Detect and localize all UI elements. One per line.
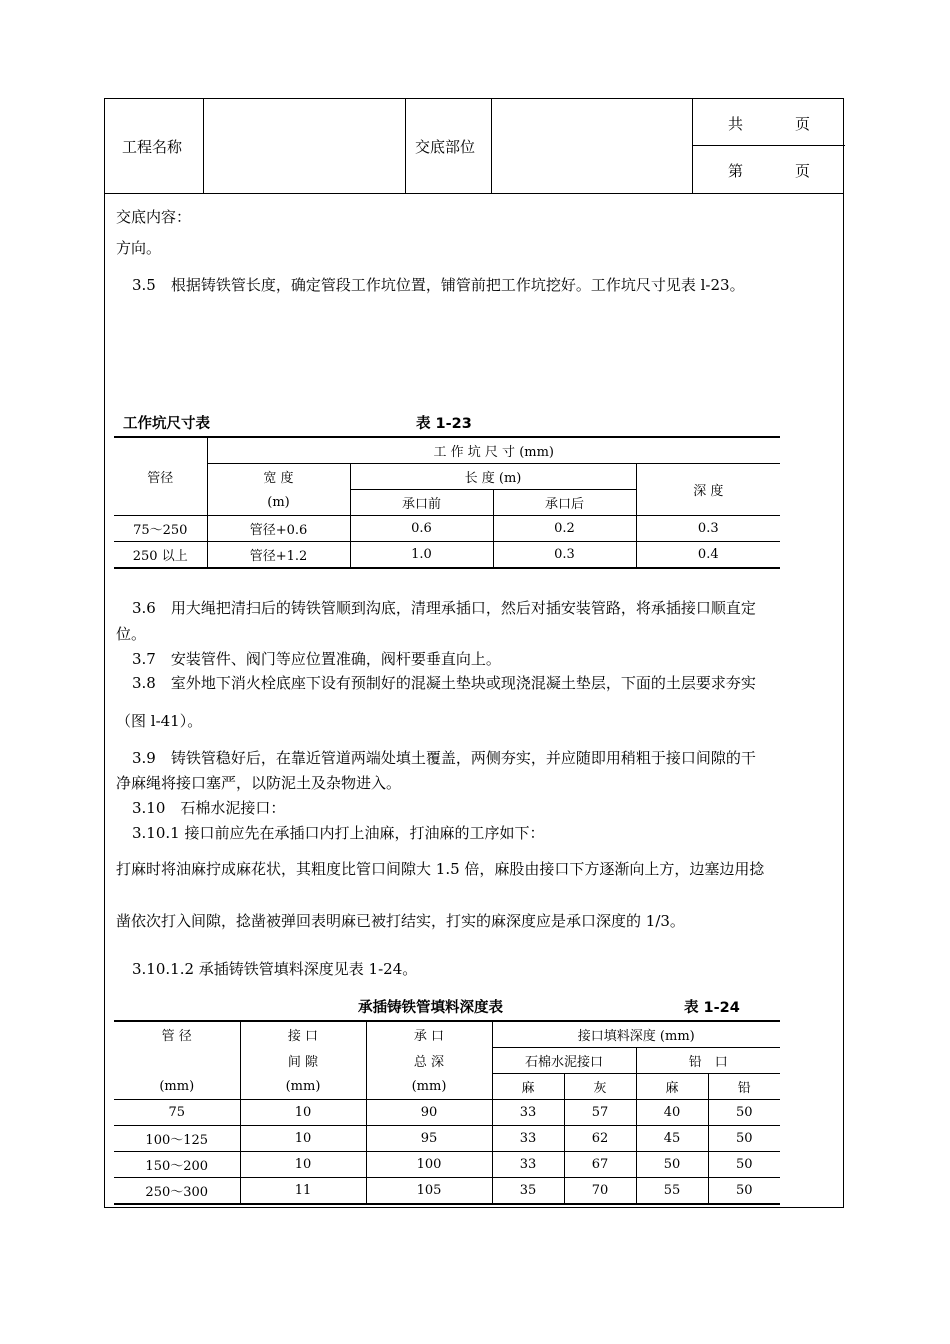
table1-header-after: 承口后 [493,490,636,516]
paragraph: 3.9 铸铁管稳好后，在靠近管道两端处填土覆盖，两侧夯实，并应随即用稍粗于接口间隙的干 [132,749,756,767]
table-cell: 1.0 [350,542,493,569]
table2-header-gap: 接 口 [240,1021,366,1048]
page-number-label: 第 [728,162,744,180]
table2-header-socket: 承 口 [366,1021,492,1048]
table1-header-width-unit: (m) [207,490,350,516]
paragraph: 位。 [116,625,147,643]
paragraph: 3.7 安装管件、阀门等应位置准确，阀杆要垂直向上。 [132,650,501,668]
table2-header-lead: 铅 口 [636,1048,780,1074]
table2-number: 表 1-24 [684,1000,740,1016]
table-cell: 55 [636,1178,708,1205]
paragraph: 净麻绳将接口塞严，以防泥土及杂物进入。 [116,774,402,792]
filling-depth-table [114,1020,780,1205]
table-cell: 0.4 [636,542,780,569]
table-cell: 0.2 [493,516,636,542]
table-row [114,1178,780,1205]
paragraph: 打麻时将油麻拧成麻花状，其粗度比管口间隙大 1.5 倍，麻股由接口下方逐渐向上方，边塞边用捻 [116,860,765,878]
location-label: 交底部位 [415,138,476,156]
table-row [114,542,780,569]
table-cell: 50 [708,1100,780,1126]
table2-header-asbestos: 石棉水泥接口 [492,1048,636,1074]
table1-number: 表 1-23 [416,416,472,432]
total-pages-unit: 页 [795,115,811,133]
table-cell: 62 [564,1126,636,1152]
table-cell: 45 [636,1126,708,1152]
table-cell: 150～200 [114,1152,240,1178]
table-cell: 0.6 [350,516,493,542]
table-cell: 33 [492,1126,564,1152]
table2-header-pipe: 管 径 [161,1029,192,1045]
table-cell: 250 以上 [114,542,207,569]
intro-label: 交底内容： [116,208,192,226]
table-cell: 70 [564,1178,636,1205]
table1-title: 工作坑尺寸表 [123,416,210,432]
table1-header-before: 承口前 [350,490,493,516]
table-row [114,1100,780,1126]
divider [692,99,693,193]
table-row [114,1152,780,1178]
table-row [114,516,780,542]
paragraph: 3.8 室外地下消火栓底座下设有预制好的混凝土垫块或现浇混凝土垫层，下面的土层要求夯实 [132,674,756,692]
table-cell: 100 [366,1152,492,1178]
table-cell: 33 [492,1152,564,1178]
table-cell: 10 [240,1152,366,1178]
paragraph: 3.10 石棉水泥接口： [132,799,286,817]
table-cell: 33 [492,1100,564,1126]
table-cell: 57 [564,1100,636,1126]
table2-header-gap-2: 间 隙 [240,1048,366,1074]
divider [203,99,204,193]
table2-header-fill: 接口填料深度 (mm) [492,1021,780,1048]
table-cell: 50 [636,1152,708,1178]
table-cell: 0.3 [493,542,636,569]
table-cell: 11 [240,1178,366,1205]
table1-header-depth: 深 度 [636,464,780,516]
table-cell: 50 [708,1126,780,1152]
table1-header-length: 长 度 (m) [350,464,636,490]
table2-header-socket-unit: (mm) [366,1074,492,1100]
paragraph: （图 l-41）。 [116,712,203,730]
table-cell: 40 [636,1100,708,1126]
paragraph: 3.10.1.2 承插铸铁管填料深度见表 1-24。 [132,960,418,978]
table-cell: 管径+0.6 [207,516,350,542]
divider [692,145,845,146]
table-cell: 75～250 [114,516,207,542]
table-cell: 35 [492,1178,564,1205]
table-cell: 50 [708,1178,780,1205]
table-cell: 75 [114,1100,240,1126]
table-cell: 90 [366,1100,492,1126]
work-pit-size-table [114,436,780,569]
table1-header-width: 宽 度 [207,464,350,490]
paragraph: 方向。 [116,239,162,257]
table2-header-hemp: 麻 [492,1074,564,1100]
table-cell: 100～125 [114,1126,240,1152]
page-number-unit: 页 [795,162,811,180]
divider [405,99,406,193]
paragraph: 凿依次打入间隙，捻凿被弹回表明麻已被打结实，打实的麻深度应是承口深度的 1/3。 [116,912,685,930]
table2-header-hemp-2: 麻 [636,1074,708,1100]
table-cell: 10 [240,1100,366,1126]
table1-header-pipe: 管径 [114,437,207,516]
table2-title: 承插铸铁管填料深度表 [358,1000,503,1016]
table-cell: 105 [366,1178,492,1205]
table-cell: 50 [708,1152,780,1178]
paragraph: 3.6 用大绳把清扫后的铸铁管顺到沟底，清理承插口，然后对插安装管路，将承插接口顺直定 [132,599,756,617]
divider [491,99,492,193]
table2-header-pipe-unit: (mm) [114,1074,240,1100]
table1-header-group: 工 作 坑 尺 寸 (mm) [207,437,780,464]
project-name-label: 工程名称 [122,138,183,156]
table-cell: 0.3 [636,516,780,542]
table2-header-gap-unit: (mm) [240,1074,366,1100]
header-table [105,99,843,194]
paragraph: 3.5 根据铸铁管长度，确定管段工作坑位置，铺管前把工作坑挖好。工作坑尺寸见表 l-23。 [132,276,745,294]
table-cell: 250～300 [145,1185,209,1200]
table-cell: 管径+1.2 [207,542,350,569]
table-row [114,1126,780,1152]
total-pages-label: 共 [728,115,744,133]
table2-header-lead-2: 铅 [708,1074,780,1100]
paragraph: 3.10.1 接口前应先在承插口内打上油麻，打油麻的工序如下： [132,824,545,842]
table2-header-ash: 灰 [564,1074,636,1100]
table-cell: 95 [366,1126,492,1152]
table2-header-socket-2: 总 深 [366,1048,492,1074]
table-cell: 67 [564,1152,636,1178]
table-cell: 10 [240,1126,366,1152]
